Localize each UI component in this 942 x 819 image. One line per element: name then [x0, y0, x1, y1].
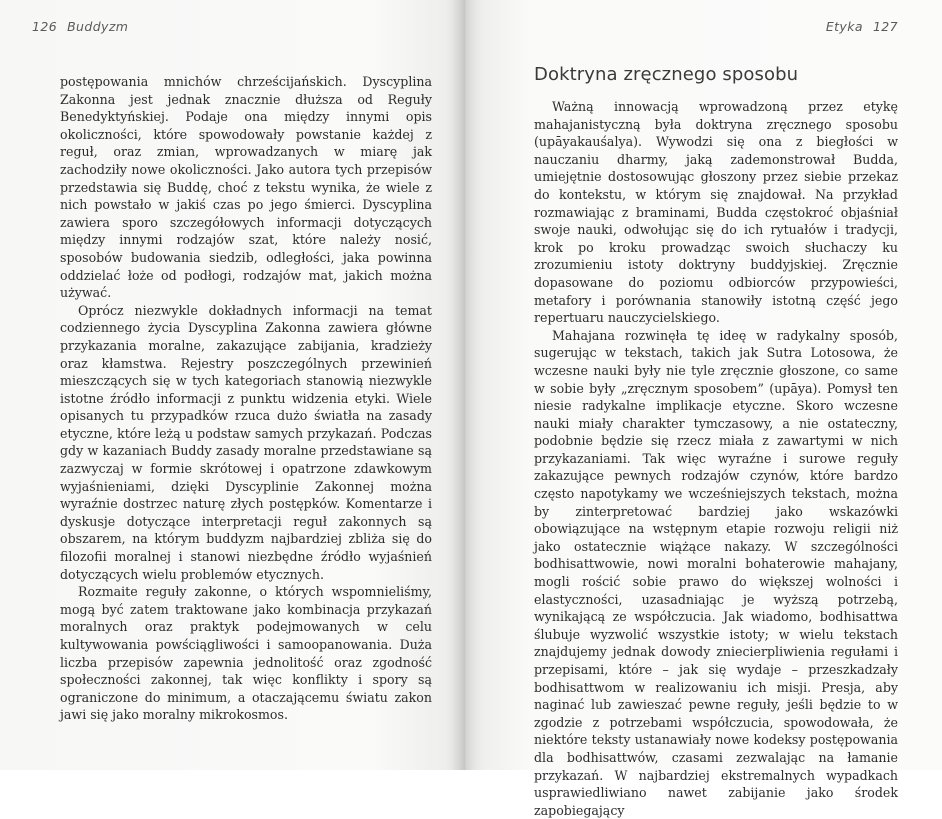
left-running-title: Buddyzm: [67, 19, 129, 34]
left-paragraph: Oprócz niezwykle dokładnych informacji na temat codziennego życia Dyscyplina Zakonna zawiera główne przykazania moralne, zakazujące zabijania, kradzieży oraz kłamstwa. Rejestry poszczególnych przewinień mieszczących się w tych kategoriach stanowią niezwykle istotne źródło informacji z punktu widzenia etyki. Wiele opisanych tu przypadków rzuca dużo światła na zasady etyczne, które leżą u podstaw samych przykazań. Podczas gdy w kazaniach Buddy zasady moralne przedstawiane są zazwyczaj w formie skrótowej i opatrzone zdawkowym wyjaśnieniami, dzięki Dyscyplinie Zakonnej można wyraźnie dostrzec naturę złych postępków. Komentarze i dyskusje dotyczące interpretacji reguł zakonnych są obszarem, na którym buddyzm najbardziej zbliża się do filozofii moralnej i stanowi niezbędne źródło wyjaśnień dotyczących wielu problemów etycznych.: [60, 302, 432, 582]
left-paragraph: postępowania mnichów chrześcijańskich. Dyscyplina Zakonna jest jednak znacznie dłuższa od Reguły Benedyktyńskiej. Podaje ona między innymi opis okoliczności, które spowodowały powstanie każdej z reguł, oraz zmian, wprowadzanych w miarę jak zachodziły nowe okoliczności. Jako autora tych przepisów przedstawia się Buddę, choć z tekstu wynika, że wiele z nich powstało w jakiś czas po jego śmierci. Dyscyplina zawiera sporo szczegółowych informacji dotyczących między innymi rodzajów szat, które należy nosić, sposobów budowania siedzib, odległości, jaka powinna oddzielać łoże od podłogi, rodzajów mat, jakich można używać.: [60, 74, 432, 301]
left-page-body: [60, 73, 432, 724]
section-title: Doktryna zręcznego sposobu: [534, 64, 799, 85]
left-page-number: 126: [32, 19, 58, 34]
right-paragraph: Ważną innowacją wprowadzoną przez etykę mahajanistyczną była doktryna zręcznego sposobu (upāyakauśalya). Wywodzi się ona z biegłości w nauczaniu dharmy, jaką zademonstrował Budda, umiejętnie dostosowując głoszony przez siebie przekaz do kontekstu, w którym się znajdował. Na przykład rozmawiając z braminami, Budda częstokroć objaśniał swoje nauki, odwołując się do ich rytuałów i tradycji, krok po kroku prowadząc swoich słuchaczy ku zrozumieniu istoty doktryny buddyjskiej. Zręcznie dopasowane do poziomu odbiorców przypowieści, metafory i porównania stanowiły istotną część jego repertuaru nauczycielskiego.: [534, 99, 898, 326]
right-running-head: [826, 19, 898, 34]
left-page: [0, 0, 464, 770]
left-paragraph: Rozmaite reguły zakonne, o których wspomnieliśmy, mogą być zatem traktowane jako kombinacja przykazań moralnych oraz praktyk podejmowanych w celu kultywowania powściągliwości i samoopanowania. Duża liczba przepisów zapewnia jednolitość oraz zgodność społeczności zakonnej, tak więc konflikty i spory są ograniczone do minimum, a otaczającemu światu zakon jawi się jako moralny mikrokosmos.: [60, 584, 432, 723]
right-page: [464, 0, 942, 818]
left-running-head: [32, 19, 128, 34]
right-page-number: 127: [872, 19, 898, 34]
right-page-body: [534, 98, 898, 819]
right-paragraph: Mahajana rozwinęła tę ideę w radykalny sposób, sugerując w tekstach, takich jak Sutra Lotosowa, że wczesne nauki były nie tyle zręcznie głoszone, co same w sobie były „zręcznym sposobem” (upāya). Pomysł ten niesie radykalne implikacje etyczne. Skoro wczesne nauki miały charakter tymczasowy, a nie ostateczny, podobnie będzie się rzecz miała z zawartymi w nich przykazaniami. Tak więc wyraźne i surowe reguły zakazujące pewnych rodzajów czynów, które bardzo często napotykamy we wcześniejszych tekstach, można by zinterpretować bardziej jako wskazówki obowiązujące na wstępnym etapie rozwoju religii niż jako ostatecznie wiążące nakazy. W szczególności bodhisattwowie, nowi moralni bohaterowie mahajany, mogli rościć sobie prawo do większej wolności i elastyczności, uzasadniając je wyższą potrzebą, wynikającą ze współczucia. Jak wiadomo, bodhisattwa ślubuje wyzwolić wszystkie istoty; w wielu tekstach znajdujemy jednak dowody zniecierpliwienia regułami i przepisami, które – jak się wydaje – przeszkadzały bodhisattwom w realizowaniu ich misji. Presja, aby naginać lub zawieszać pewne reguły, jeśli będzie to w zgodzie z potrzebami współczucia, spowodowała, że niektóre teksty ustanawiały nowe kodeksy postępowania dla bodhisattwów, czasami zezwalając na łamanie przykazań. W najbardziej ekstremalnych wypadkach usprawiedliwiano nawet zabijanie jako środek zapobiegający: [534, 327, 898, 818]
right-running-title: Etyka: [825, 19, 863, 34]
